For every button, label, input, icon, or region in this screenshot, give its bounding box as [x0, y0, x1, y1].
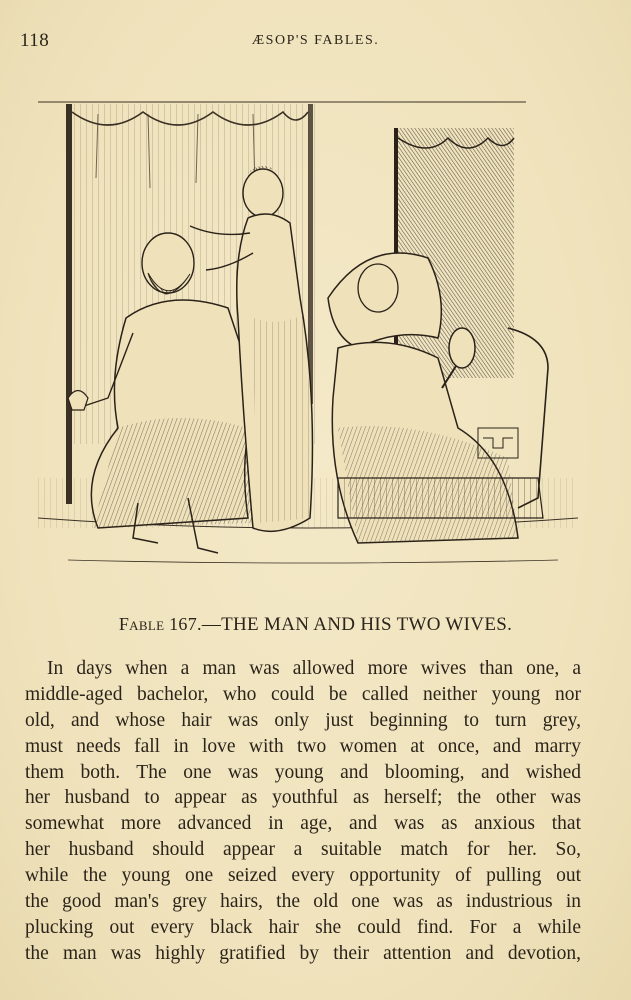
text-line: middle-aged bachelor, who could be called neither young nor	[25, 683, 581, 705]
text-line: plucking out every black hair she could find. For a while	[25, 916, 581, 938]
text-line: old, and whose hair was only just beginning to turn grey,	[25, 709, 581, 731]
page-number: 118	[20, 30, 50, 51]
text-line: her husband to appear as youthful as herself; the other was	[25, 787, 581, 809]
running-head: ÆSOP'S FABLES.	[251, 33, 380, 48]
engraving-man-two-wives-icon	[38, 98, 578, 568]
text-line: must needs fall in love with two women at once, and marry	[25, 735, 581, 757]
fable-caption	[0, 614, 631, 636]
text-line: the man was highly gratified by their attention and devotion,	[25, 942, 581, 964]
text-line: In days when a man was allowed more wives than one, a	[47, 658, 581, 679]
fable-number: Fable 167.	[118, 614, 202, 634]
text-line: while the young one seized every opportunity of pulling out	[25, 865, 581, 887]
fable-title: —THE MAN AND HIS TWO WIVES.	[201, 614, 513, 635]
text-line: them both. The one was young and blooming, and wished	[25, 761, 581, 783]
text-line: the good man's grey hairs, the old one was as industrious in	[25, 891, 581, 913]
text-line: somewhat more advanced in age, and was as anxious that	[25, 813, 581, 835]
fable-text	[25, 656, 581, 967]
text-line: her husband should appear a suitable match for her. So,	[25, 839, 581, 861]
